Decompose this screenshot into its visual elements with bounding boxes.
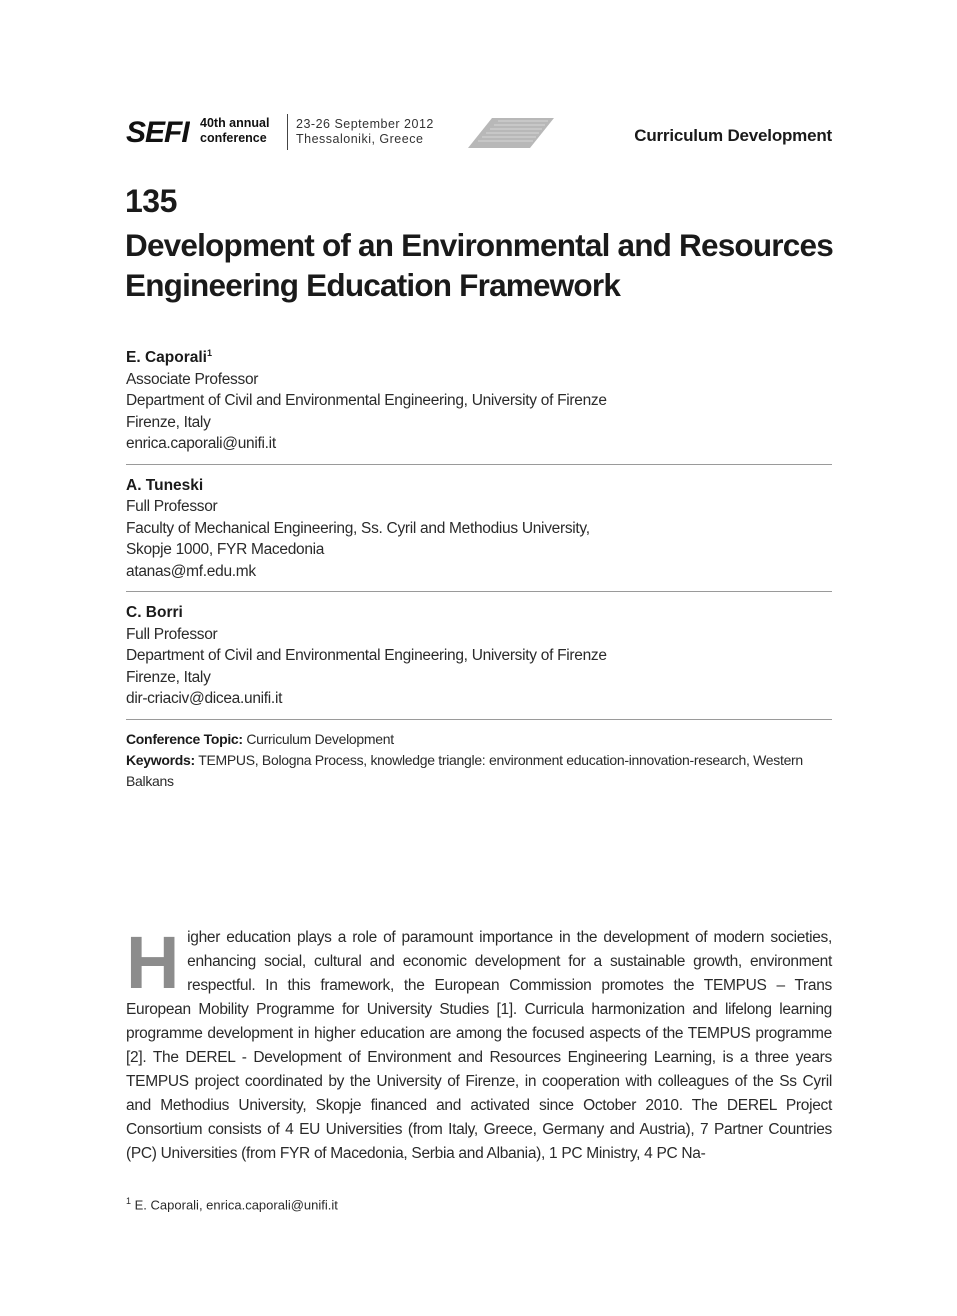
author-affiliation: Department of Civil and Environmental Engineering, University of Firenze — [126, 392, 607, 410]
conference-place: Thessaloniki, Greece — [296, 132, 424, 146]
conference-topic: Conference Topic: Curriculum Development — [126, 731, 394, 747]
author-name: E. Caporali$^1$ — [126, 348, 212, 367]
body-text: igher education plays a role of paramount importance in the development of modern societies, enhancing social, cultural and economic development for a sustainable growth, environment respectful. In this framework, the European Commission promotes the TEMPUS – Trans European Mobility Programme for University Studies [1]. Curricula harmonization and lifelong learning programme development in higher education are among the focused aspects of the TEMPUS programme [2]. The DEREL - Development of Environment and Resources Engineering Learning, is a three years TEMPUS project coordinated by the University of Firenze, in cooperation with colleagues of the Ss Cyril and Methodius University, Skopje financed and activated since October 2010. The DEREL Project Consortium consists of 4 EU Universities (from Italy, Greece, Germany and Austria), 7 Partner Countries (PC) Universities (from FYR of Macedonia, Serbia and Albania), 1 PC Ministry, 4 PC Na- — [126, 929, 832, 1162]
author-list — [126, 343, 832, 720]
annual-line2: conference — [200, 131, 267, 145]
sefi-logo — [126, 116, 190, 146]
author-email[interactable]: dir-criaciv@dicea.unifi.it — [126, 690, 283, 708]
footnote — [126, 1196, 338, 1212]
paper-title: Development of an Environmental and Resources Engineering Education Framework — [125, 227, 833, 303]
author-affiliation: Department of Civil and Environmental Engineering, University of Firenze — [126, 647, 607, 665]
author-name: C. Borri — [126, 604, 183, 622]
author-block — [126, 343, 832, 465]
drop-cap: H — [126, 921, 180, 1004]
footnote-mark: 1 — [126, 1196, 132, 1206]
annual-number: 40 — [200, 116, 214, 130]
sefi-logo-text: SEFI — [126, 116, 189, 146]
footnote-text: E. Caporali, enrica.caporali@unifi.it — [134, 1197, 338, 1213]
author-email[interactable]: atanas@mf.edu.mk — [126, 562, 256, 580]
decorative-stripe — [468, 118, 554, 148]
author-location: Skopje 1000, FYR Macedonia — [126, 541, 325, 559]
conference-date-place — [296, 117, 434, 147]
annual-conference-label — [200, 116, 269, 146]
author-location: Firenze, Italy — [126, 413, 211, 431]
section-label: Curriculum Development — [634, 126, 832, 145]
header-divider — [287, 114, 288, 150]
annual-suffix: th annual — [213, 116, 270, 130]
author-affiliation: Faculty of Mechanical Engineering, Ss. Cyril and Methodius University, — [126, 519, 590, 537]
author-footnote-mark: 1 — [206, 348, 212, 358]
author-email[interactable]: enrica.caporali@unifi.it — [126, 435, 276, 453]
author-block — [126, 602, 832, 720]
author-position: Associate Professor — [126, 370, 259, 388]
paper-meta — [126, 729, 832, 792]
keywords: Keywords: TEMPUS, Bologna Process, knowledge triangle: environment education-innovation-research, Western Balkans — [126, 752, 803, 789]
author-position: Full Professor — [126, 625, 218, 643]
body-paragraph — [126, 921, 832, 1166]
author-position: Full Professor — [126, 498, 218, 516]
conference-header — [126, 112, 832, 156]
author-block — [126, 475, 832, 593]
author-location: Firenze, Italy — [126, 668, 211, 686]
conference-date: 23-26 September 2012 — [296, 117, 434, 131]
paper-number: 135 — [125, 183, 177, 219]
author-name: A. Tuneski — [126, 476, 204, 494]
